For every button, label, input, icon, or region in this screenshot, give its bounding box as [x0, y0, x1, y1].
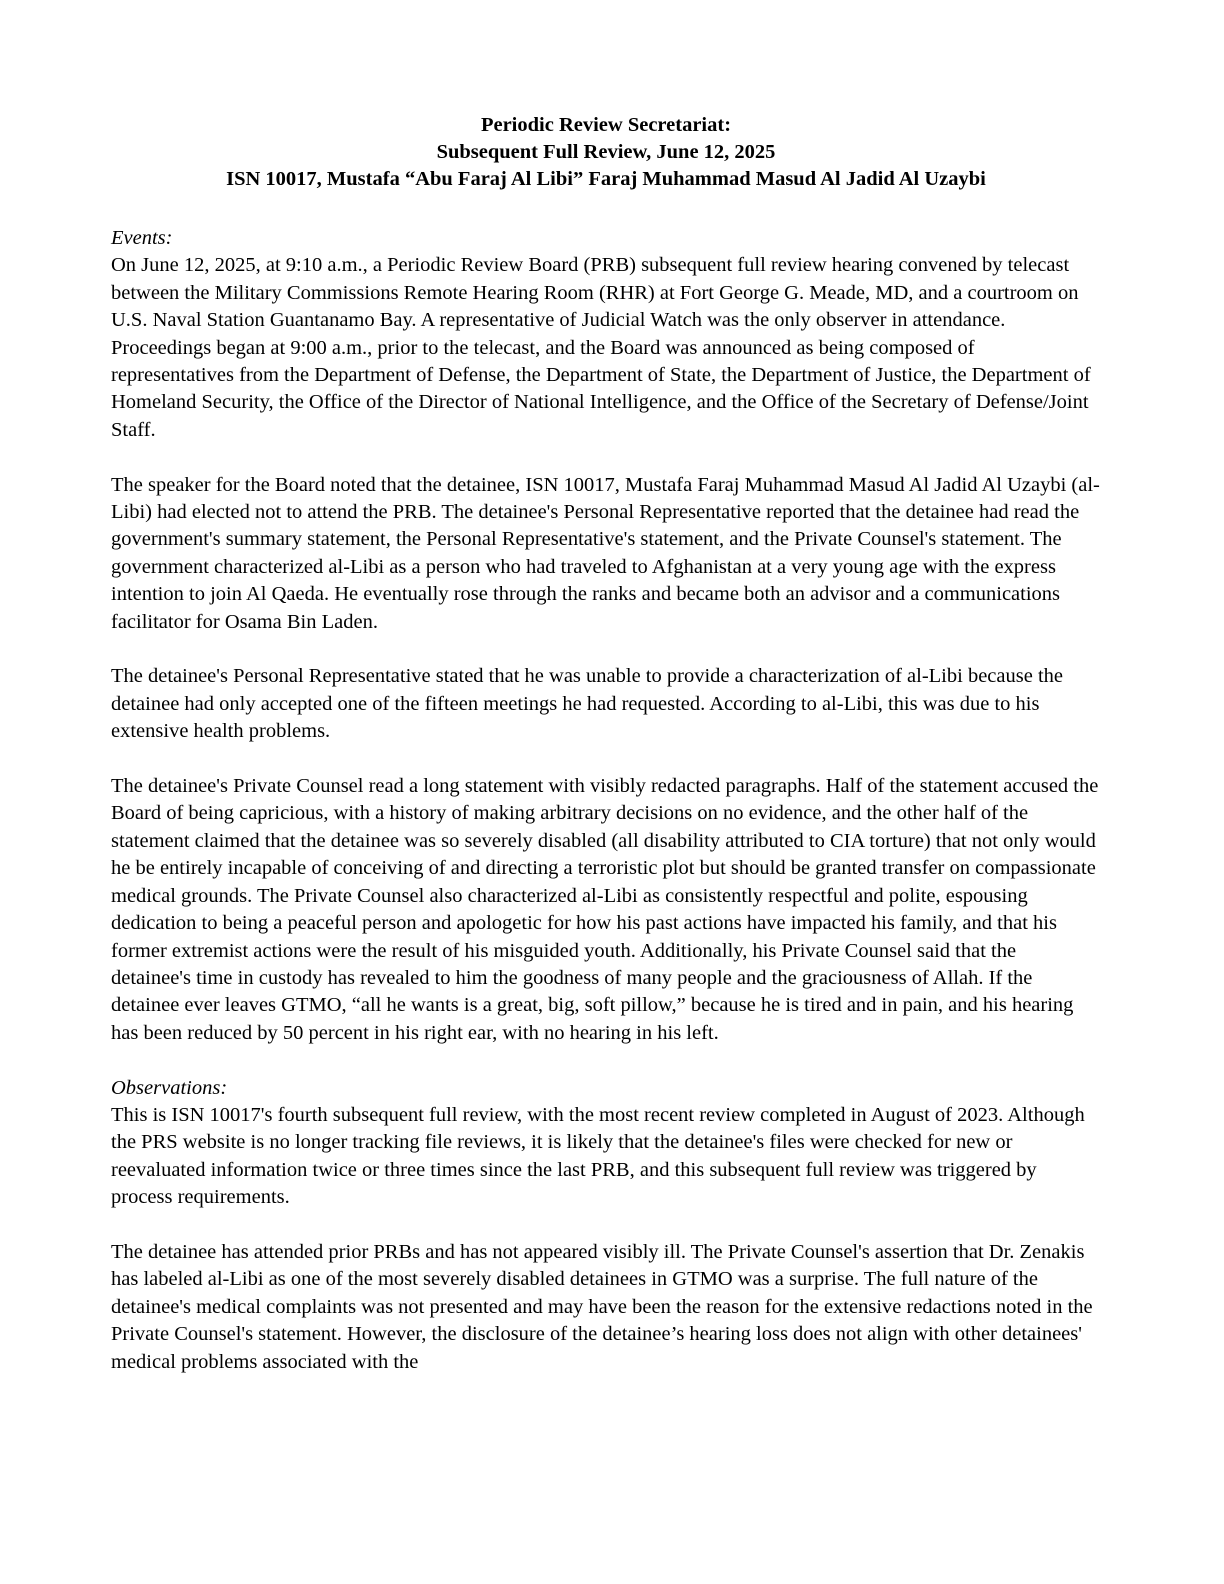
title-line-detainee: ISN 10017, Mustafa “Abu Faraj Al Libi” Faraj Muhammad Masud Al Jadid Al Uzaybi	[226, 168, 986, 190]
document-page	[111, 112, 1101, 1376]
observations-section	[111, 1075, 1101, 1376]
events-paragraph-3: The detainee's Personal Representative stated that he was unable to provide a characterization of al-Libi because the detainee had only accepted one of the fifteen meetings he had requested. According to al-Libi, this was due to his extensive health problems.	[111, 665, 1063, 743]
events-heading: Events:	[111, 227, 173, 249]
observations-paragraph-1: This is ISN 10017's fourth subsequent full review, with the most recent review completed in August of 2023. Although the PRS website is no longer tracking file reviews, it is likely that the detainee's files were checked for new or reevaluated information twice or three times since the last PRB, and this subsequent full review was triggered by process requirements.	[111, 1103, 1085, 1209]
observations-paragraph-2: The detainee has attended prior PRBs and has not appeared visibly ill. The Private Counsel's assertion that Dr. Zenakis has labeled al-Libi as one of the most severely disabled detainees in GTMO was a surprise. The full nature of the detainee's medical complaints was not presented and may have been the reason for the extensive redactions noted in the Private Counsel's statement. However, the disclosure of the detainee’s hearing loss does not align with other detainees' medical problems associated with the	[111, 1240, 1093, 1373]
events-paragraph-1: On June 12, 2025, at 9:10 a.m., a Periodic Review Board (PRB) subsequent full review hearing convened by telecast between the Military Commissions Remote Hearing Room (RHR) at Fort George G. Meade, MD, and a courtroom on U.S. Naval Station Guantanamo Bay. A representative of Judicial Watch was the only observer in attendance. Proceedings began at 9:00 a.m., prior to the telecast, and the Board was announced as being composed of representatives from the Department of Defense, the Department of State, the Department of Justice, the Department of Homeland Security, the Office of the Director of National Intelligence, and the Office of the Secretary of Defense/Joint Staff.	[111, 254, 1091, 441]
events-paragraph-2: The speaker for the Board noted that the detainee, ISN 10017, Mustafa Faraj Muhammad Masud Al Jadid Al Uzaybi (al-Libi) had elected not to attend the PRB. The detainee's Personal Representative reported that the detainee had read the government's summary statement, the Personal Representative's statement, and the Private Counsel's statement. The government characterized al-Libi as a person who had traveled to Afghanistan at a very young age with the express intention to join Al Qaeda. He eventually rose through the ranks and became both an advisor and a communications facilitator for Osama Bin Laden.	[111, 473, 1100, 633]
observations-heading: Observations:	[111, 1076, 228, 1099]
title-line-review-date: Subsequent Full Review, June 12, 2025	[436, 141, 776, 163]
title-line-organization: Periodic Review Secretariat:	[480, 114, 732, 136]
events-paragraph-4: The detainee's Private Counsel read a long statement with visibly redacted paragraphs. Half of the statement accused the Board of being capricious, with a history of making arbitrary decisions on no evidence, and the other half of the statement claimed that the detainee was so severely disabled (all disability attributed to CIA torture) that not only would he be entirely incapable of conceiving of and directing a terroristic plot but should be granted transfer on compassionate medical grounds. The Private Counsel also characterized al-Libi as consistently respectful and polite, espousing dedication to being a peaceful person and apologetic for how his past actions have impacted his family, and that his former extremist actions were the result of his misguided youth. Additionally, his Private Counsel said that the detainee's time in custody has revealed to him the goodness of many people and the graciousness of Allah. If the detainee ever leaves GTMO, “all he wants is a great, big, soft pillow,” because he is tired and in pain, and his hearing has been reduced by 50 percent in his right ear, with no hearing in his left.	[111, 775, 1099, 1044]
document-title	[111, 112, 1101, 193]
events-section	[111, 225, 1101, 1047]
